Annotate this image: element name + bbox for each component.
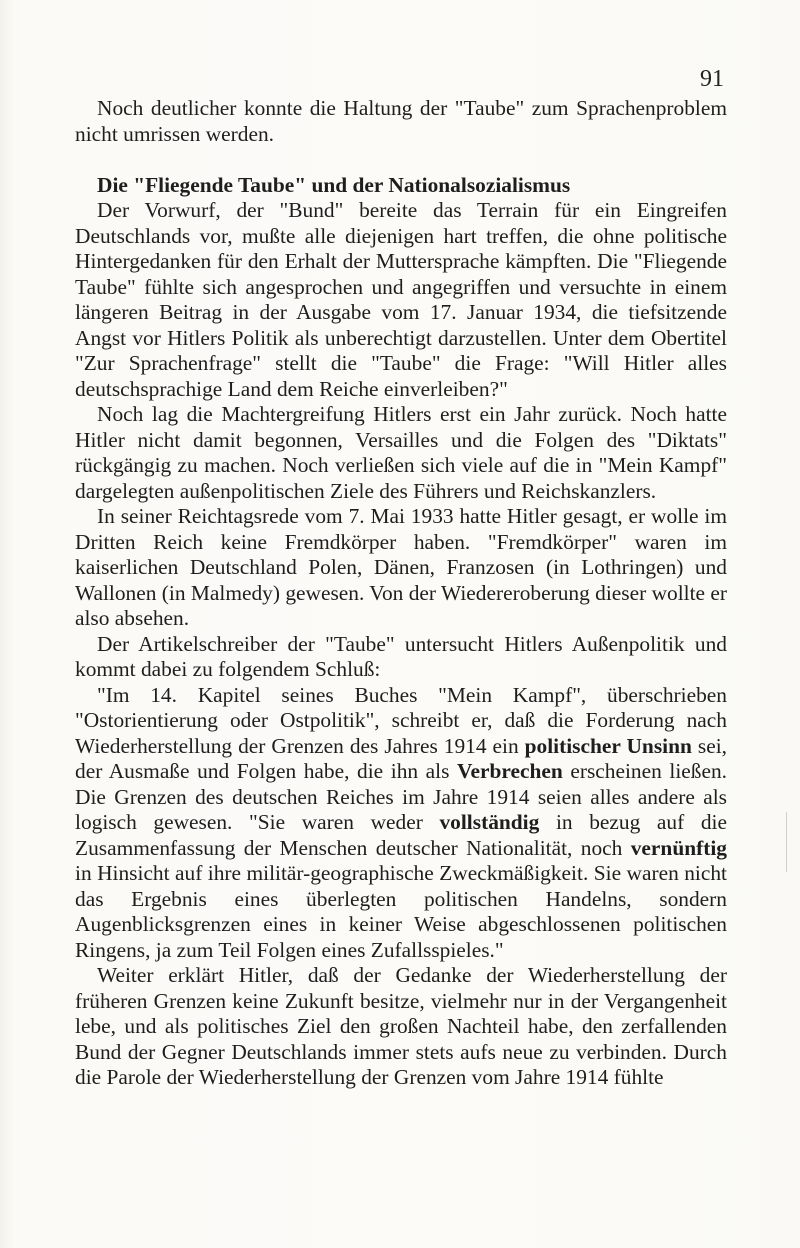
quote-text-2: sei, der Ausmaße und Folgen habe, die ihn als	[75, 733, 727, 783]
quote-text-4: in bezug auf die Zusammenfassung der Menschen deutscher Nationalität, noch	[75, 810, 727, 860]
margin-mark	[786, 812, 787, 872]
quote-text-5: in Hinsicht auf ihre militär-geographische Zweckmäßigkeit. Sie waren nicht das Ergebnis eines überlegten politischen Handelns, sondern Augenblicksgrenzen eines in keiner Weise abgeschlossenen politischen Ringens, ja zum Teil Folgen eines Zufallsspieles."	[75, 861, 727, 962]
section-heading: Die "Fliegende Taube" und der Nationalsozialismus	[97, 172, 571, 197]
page-number: 91	[700, 66, 724, 92]
bold-politischer-unsinn: politischer Unsinn	[524, 733, 692, 758]
paragraph-vorwurf: Der Vorwurf, der "Bund" bereite das Terrain für ein Eingreifen Deutschlands vor, mußte alle diejenigen hart treffen, die ohne politische Hintergedanken für den Erhalt der Muttersprache kämpften. Die "Fliegende Taube" fühlte sich angesprochen und angegriffen und versuchte in einem längeren Beitrag in der Ausgabe vom 17. Januar 1934, die tiefsitzende Angst vor Hitlers Politik als unberechtigt darzustellen. Unter dem Obertitel "Zur Sprachenfrage" stellt die "Taube" die Frage: "Will Hitler alles deutschsprachige Land dem Reiche einverleiben?"	[75, 198, 727, 401]
paragraph-intro: Noch deutlicher konnte die Haltung der "Taube" zum Sprachenproblem nicht umrissen werden.	[75, 96, 727, 146]
bold-verbrechen: Verbrechen	[457, 759, 563, 783]
paragraph-reichtagsrede: In seiner Reichtagsrede vom 7. Mai 1933 hatte Hitler gesagt, er wolle im Dritten Reich keine Fremdkörper haben. "Fremdkörper" waren im kaiserlichen Deutschland Polen, Dänen, Franzosen (in Lothringen) und Wallonen (in Malmedy) gewesen. Von der Wiedereroberung dieser wollte er also absehen.	[75, 504, 727, 630]
quote-text-3: erscheinen ließen. Die Grenzen des deutschen Reiches im Jahre 1914 seien alles andere als logisch gewesen. "Sie waren weder	[75, 759, 727, 834]
paragraph-artikelschreiber: Der Artikelschreiber der "Taube" untersucht Hitlers Außenpolitik und kommt dabei zu folgendem Schluß:	[75, 631, 727, 681]
paragraph-quote	[75, 683, 727, 964]
bold-vernuenftig: vernünftig	[630, 835, 727, 860]
paragraph-weiter: Weiter erklärt Hitler, daß der Gedanke der Wiederherstellung der früheren Grenzen keine Zukunft besitze, vielmehr nur in der Vergangenheit lebe, und als politisches Ziel den großen Nachteil habe, den zerfallenden Bund der Gegner Deutschlands immer stets aufs neue zu verbinden. Durch die Parole der Wiederherstellung der Grenzen vom Jahre 1914 fühlte	[75, 963, 727, 1089]
bold-vollstaendig: vollständig	[439, 810, 540, 834]
paragraph-machtergreifung: Noch lag die Machtergreifung Hitlers erst ein Jahr zurück. Noch hatte Hitler nicht damit begonnen, Versailles und die Folgen des "Diktats" rückgängig zu machen. Noch verließen sich viele auf die in "Mein Kampf" dargelegten außenpolitischen Ziele des Führers und Reichskanzlers.	[75, 402, 727, 503]
quote-text-1: "Im 14. Kapitel seines Buches "Mein Kampf", überschrieben "Ostorientierung oder Ostpolitik", schreibt er, daß die Forderung nach Wiederherstellung der Grenzen des Jahres 1914 ein	[75, 682, 727, 758]
body-text	[75, 96, 727, 1091]
